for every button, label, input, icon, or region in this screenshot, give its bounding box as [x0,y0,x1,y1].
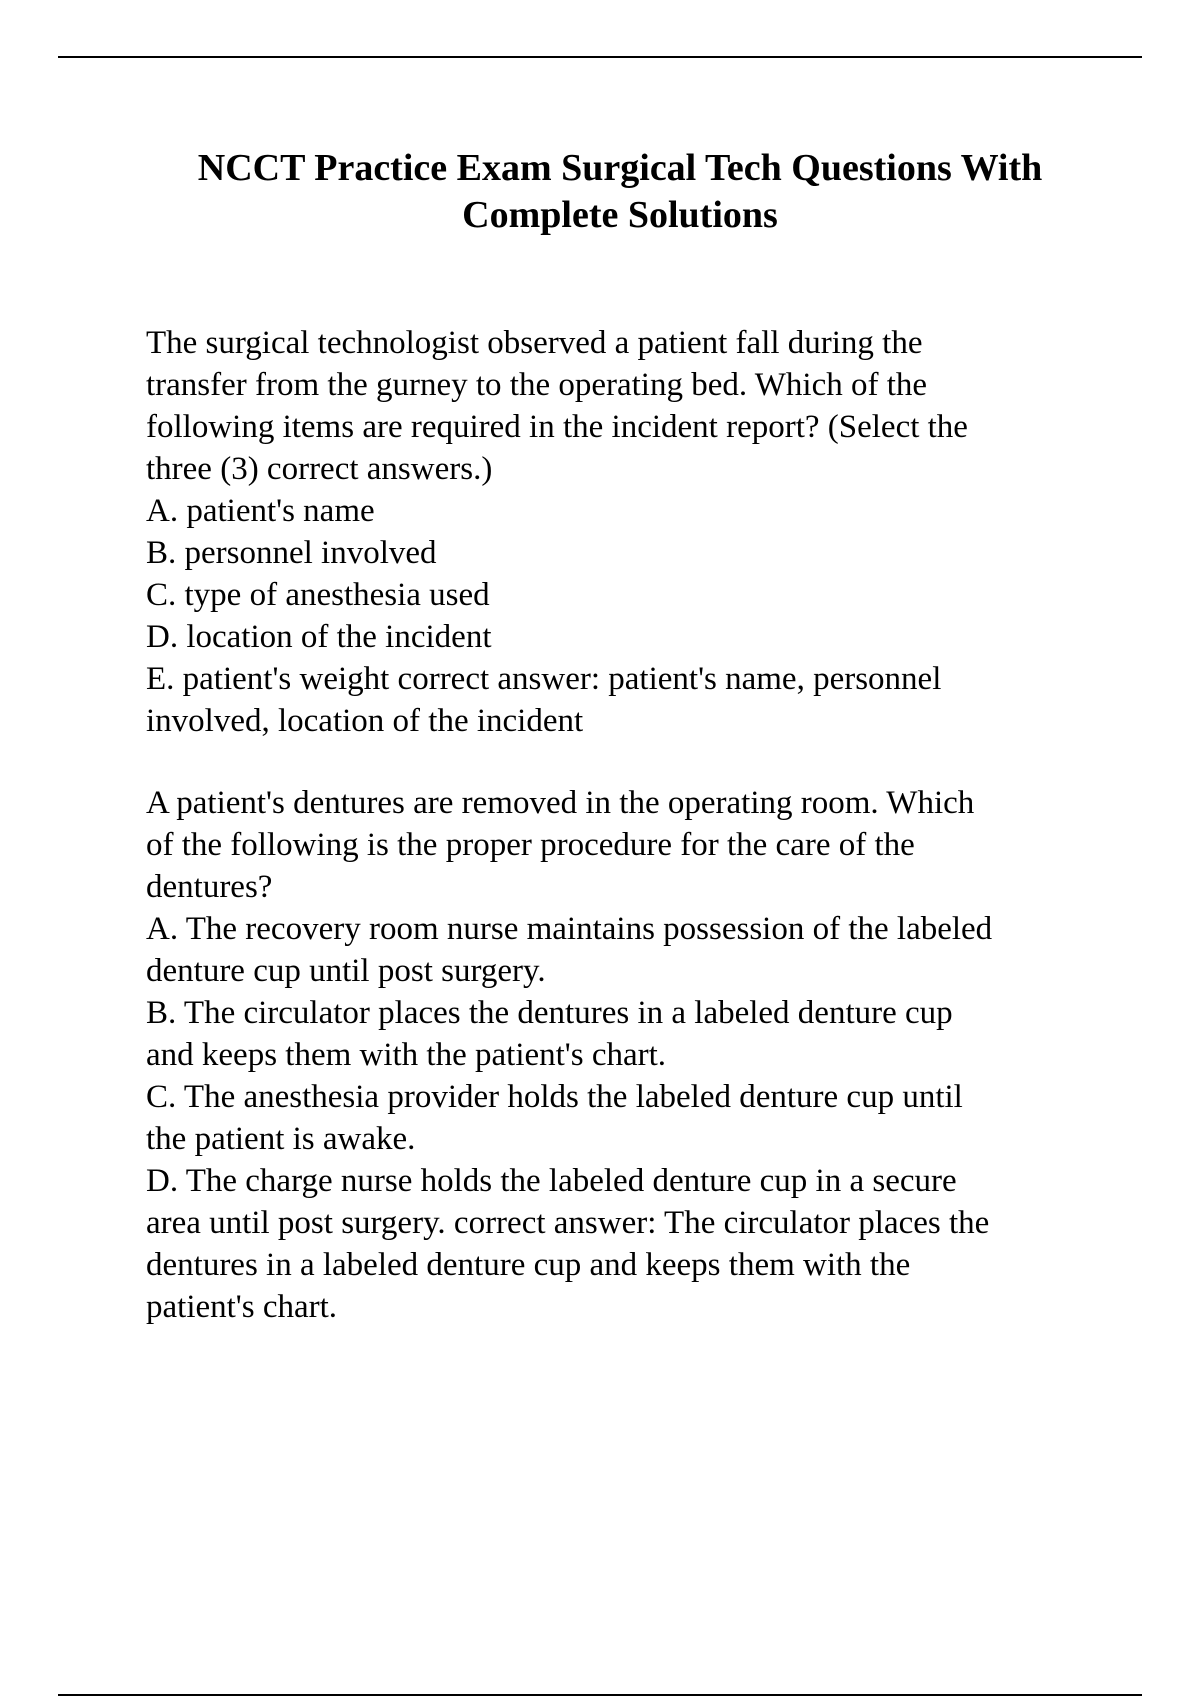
answer-option: and keeps them with the patient's chart. [146,1037,667,1073]
document-body [146,322,1106,1368]
answer-option: B. personnel involved [146,535,437,571]
title-line-2: Complete Solutions [462,194,778,236]
question-text-line: three (3) correct answers.) [146,451,493,487]
answer-option: the patient is awake. [146,1121,416,1157]
bottom-divider [58,1694,1142,1696]
answer-option: A. patient's name [146,493,375,529]
answer-option-with-solution: area until post surgery. correct answer: The circulator places the [146,1205,990,1241]
solution-text-line: involved, location of the incident [146,703,584,739]
question-text-line: following items are required in the incident report? (Select the [146,409,968,445]
page-title [60,145,1180,239]
solution-text-line: dentures in a labeled denture cup and keeps them with the [146,1247,911,1283]
answer-option: C. type of anesthesia used [146,577,490,613]
top-divider [58,56,1142,58]
answer-option: B. The circulator places the dentures in a labeled denture cup [146,995,953,1031]
question-text-line: The surgical technologist observed a patient fall during the [146,325,923,361]
answer-option: D. location of the incident [146,619,492,655]
answer-option: D. The charge nurse holds the labeled denture cup in a secure [146,1163,957,1199]
answer-option: denture cup until post surgery. [146,953,546,989]
question-text-line: transfer from the gurney to the operating bed. Which of the [146,367,928,403]
question-text-line: A patient's dentures are removed in the operating room. Which [146,785,975,821]
title-line-1: NCCT Practice Exam Surgical Tech Questions With [197,147,1043,189]
solution-text-line: patient's chart. [146,1289,338,1325]
question-text-line: of the following is the proper procedure for the care of the [146,827,915,863]
question-block [146,322,1106,742]
answer-option-with-solution: E. patient's weight correct answer: patient's name, personnel [146,661,942,697]
answer-option: A. The recovery room nurse maintains possession of the labeled [146,911,993,947]
question-block [146,782,1106,1328]
answer-option: C. The anesthesia provider holds the labeled denture cup until [146,1079,963,1115]
question-text-line: dentures? [146,869,273,905]
